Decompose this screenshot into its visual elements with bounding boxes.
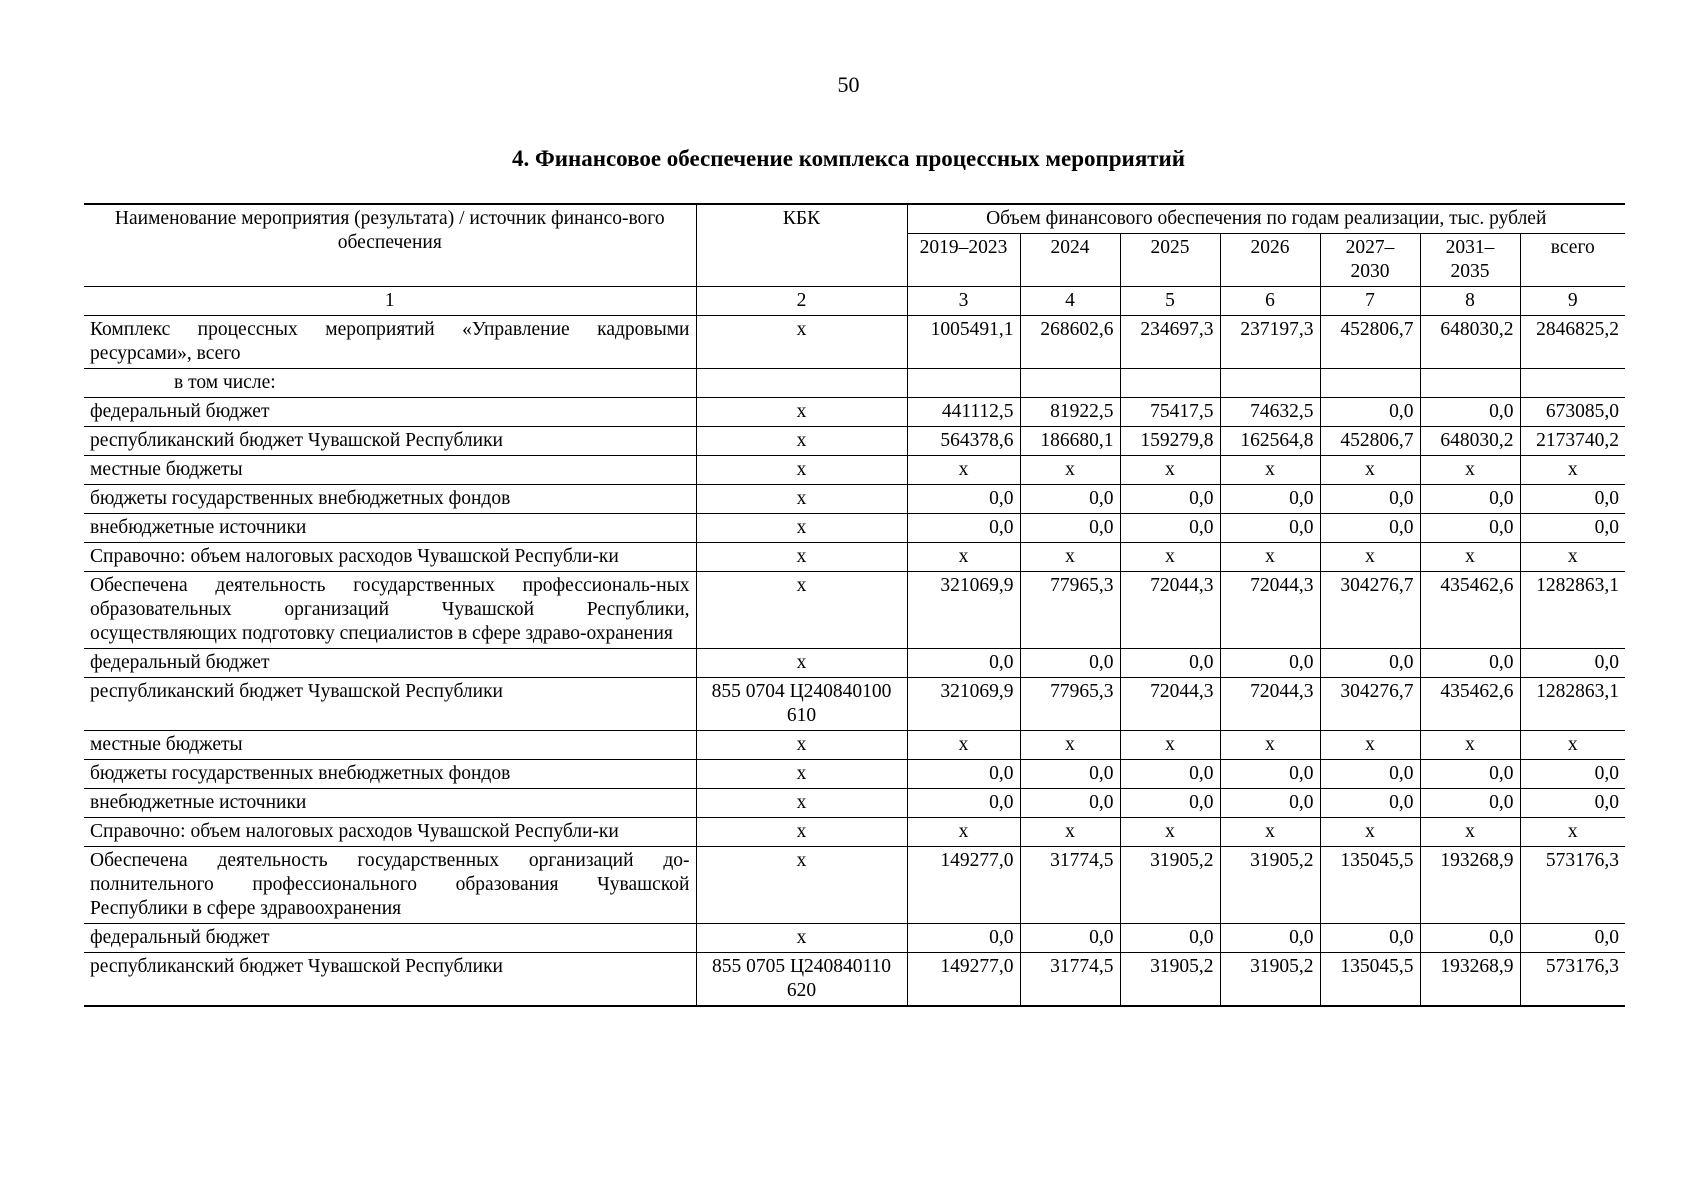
row-value: x <box>1320 818 1420 847</box>
row-name: внебюджетные источники <box>84 789 696 818</box>
row-value: 0,0 <box>907 514 1020 543</box>
row-value-total: 0,0 <box>1520 485 1625 514</box>
row-name: внебюджетные источники <box>84 514 696 543</box>
row-value: 304276,7 <box>1320 678 1420 731</box>
row-value: 0,0 <box>1420 649 1520 678</box>
row-value: 0,0 <box>1320 760 1420 789</box>
row-kbk: x <box>696 427 907 456</box>
header-kbk-column: КБК <box>696 204 907 287</box>
row-value: 31905,2 <box>1220 953 1320 1007</box>
row-value: 1005491,1 <box>907 316 1020 369</box>
row-value: 0,0 <box>907 760 1020 789</box>
row-value: 75417,5 <box>1120 398 1220 427</box>
table-row <box>84 953 1625 1007</box>
row-name: местные бюджеты <box>84 456 696 485</box>
row-value: 77965,3 <box>1020 678 1120 731</box>
header-volume-group: Объем финансового обеспечения по годам реализации, тыс. рублей <box>907 204 1625 234</box>
header-year: 2019–2023 <box>907 234 1020 287</box>
row-kbk: x <box>696 456 907 485</box>
row-value: 0,0 <box>1020 514 1120 543</box>
column-number: 8 <box>1420 287 1520 316</box>
row-value-total: 1282863,1 <box>1520 572 1625 649</box>
column-number: 2 <box>696 287 907 316</box>
row-value: x <box>907 731 1020 760</box>
row-name: республиканский бюджет Чувашской Республики <box>84 953 696 1007</box>
row-value: 0,0 <box>1120 789 1220 818</box>
row-value-total: 0,0 <box>1520 514 1625 543</box>
row-value: 74632,5 <box>1220 398 1320 427</box>
table-row <box>84 316 1625 369</box>
row-value: 31774,5 <box>1020 953 1120 1007</box>
row-value-total: 573176,3 <box>1520 953 1625 1007</box>
row-value: 0,0 <box>1320 485 1420 514</box>
column-number: 3 <box>907 287 1020 316</box>
row-value-total: 573176,3 <box>1520 847 1625 924</box>
row-value: 0,0 <box>907 924 1020 953</box>
row-value: 648030,2 <box>1420 427 1520 456</box>
row-value: 0,0 <box>1020 649 1120 678</box>
row-kbk: 855 0705 Ц240840110 620 <box>696 953 907 1007</box>
row-value <box>1420 369 1520 398</box>
column-number: 4 <box>1020 287 1120 316</box>
table-row <box>84 649 1625 678</box>
row-value: x <box>1420 456 1520 485</box>
row-value: x <box>1020 543 1120 572</box>
row-value: 268602,6 <box>1020 316 1120 369</box>
row-value: x <box>1220 456 1320 485</box>
table-row <box>84 760 1625 789</box>
row-kbk <box>696 369 907 398</box>
row-value: 435462,6 <box>1420 572 1520 649</box>
row-kbk: x <box>696 760 907 789</box>
row-value <box>1020 369 1120 398</box>
row-value: 31905,2 <box>1220 847 1320 924</box>
row-kbk: x <box>696 316 907 369</box>
row-value: 0,0 <box>1020 789 1120 818</box>
row-kbk: x <box>696 847 907 924</box>
row-value: 321069,9 <box>907 678 1020 731</box>
row-value: 135045,5 <box>1320 953 1420 1007</box>
column-number: 1 <box>84 287 696 316</box>
row-value: 193268,9 <box>1420 953 1520 1007</box>
row-value: 0,0 <box>1120 485 1220 514</box>
row-value: 0,0 <box>1420 514 1520 543</box>
page-number: 50 <box>837 72 860 97</box>
row-value: 452806,7 <box>1320 316 1420 369</box>
row-value: 72044,3 <box>1220 572 1320 649</box>
row-value: x <box>1320 731 1420 760</box>
row-value: 0,0 <box>1020 760 1120 789</box>
table-row <box>84 789 1625 818</box>
row-value: 0,0 <box>1420 789 1520 818</box>
row-name: республиканский бюджет Чувашской Республики <box>84 427 696 456</box>
row-kbk: x <box>696 398 907 427</box>
row-value: x <box>1320 543 1420 572</box>
row-kbk: x <box>696 649 907 678</box>
row-name: федеральный бюджет <box>84 398 696 427</box>
header-year: 2025 <box>1120 234 1220 287</box>
table-row <box>84 731 1625 760</box>
row-value: 81922,5 <box>1020 398 1120 427</box>
row-kbk: x <box>696 818 907 847</box>
row-kbk: x <box>696 543 907 572</box>
row-name: республиканский бюджет Чувашской Республики <box>84 678 696 731</box>
row-value <box>1220 369 1320 398</box>
row-value-total: 673085,0 <box>1520 398 1625 427</box>
table-row <box>84 398 1625 427</box>
row-value: x <box>1120 818 1220 847</box>
row-value: 31905,2 <box>1120 847 1220 924</box>
row-value: x <box>1420 731 1520 760</box>
row-value <box>1120 369 1220 398</box>
row-value: 234697,3 <box>1120 316 1220 369</box>
financing-table <box>84 203 1625 1007</box>
row-value: 0,0 <box>1220 760 1320 789</box>
row-name: федеральный бюджет <box>84 649 696 678</box>
row-value: 0,0 <box>907 789 1020 818</box>
row-kbk: x <box>696 514 907 543</box>
table-body <box>84 316 1625 1007</box>
row-value: 452806,7 <box>1320 427 1420 456</box>
header-year: 2026 <box>1220 234 1320 287</box>
row-name: бюджеты государственных внебюджетных фондов <box>84 485 696 514</box>
row-value: 435462,6 <box>1420 678 1520 731</box>
column-number: 5 <box>1120 287 1220 316</box>
row-value: 0,0 <box>1320 649 1420 678</box>
row-value: x <box>1220 543 1320 572</box>
row-value <box>1320 369 1420 398</box>
row-kbk: x <box>696 789 907 818</box>
row-value: 0,0 <box>1420 924 1520 953</box>
row-value-total: x <box>1520 456 1625 485</box>
row-value: 159279,8 <box>1120 427 1220 456</box>
row-name: Комплекс процессных мероприятий «Управление кадровыми ресурсами», всего <box>84 316 696 369</box>
table-row <box>84 543 1625 572</box>
row-value: 0,0 <box>1220 924 1320 953</box>
table-row <box>84 924 1625 953</box>
row-name: Обеспечена деятельность государственных профессиональ-ных образовательных организаций Чувашской Республики, осуществляющих подготовку специалистов в сфере здраво-охранения <box>84 572 696 649</box>
row-value: 0,0 <box>1220 649 1320 678</box>
row-value <box>907 369 1020 398</box>
header-year: 2031–2035 <box>1420 234 1520 287</box>
row-value: x <box>1120 543 1220 572</box>
row-value: 0,0 <box>907 485 1020 514</box>
table-row <box>84 427 1625 456</box>
row-value: 149277,0 <box>907 847 1020 924</box>
table-row <box>84 369 1625 398</box>
row-kbk: x <box>696 731 907 760</box>
column-number: 6 <box>1220 287 1320 316</box>
row-value-total: 1282863,1 <box>1520 678 1625 731</box>
section-title: 4. Финансовое обеспечение комплекса процессных мероприятий <box>511 146 1186 171</box>
row-value: 0,0 <box>1220 485 1320 514</box>
row-value: x <box>1020 731 1120 760</box>
row-value: 0,0 <box>1120 514 1220 543</box>
row-value: 31774,5 <box>1020 847 1120 924</box>
table-row <box>84 456 1625 485</box>
row-name: в том числе: <box>84 369 696 398</box>
row-value: x <box>1020 818 1120 847</box>
row-value: 193268,9 <box>1420 847 1520 924</box>
header-year-total: всего <box>1520 234 1625 287</box>
row-value: 72044,3 <box>1220 678 1320 731</box>
table-row <box>84 818 1625 847</box>
row-value-total <box>1520 369 1625 398</box>
row-value: x <box>907 456 1020 485</box>
row-value: 237197,3 <box>1220 316 1320 369</box>
row-value: 0,0 <box>1020 924 1120 953</box>
row-value: 0,0 <box>1420 485 1520 514</box>
row-value: 149277,0 <box>907 953 1020 1007</box>
row-value-total: 2846825,2 <box>1520 316 1625 369</box>
row-value: 321069,9 <box>907 572 1020 649</box>
table-row <box>84 572 1625 649</box>
row-value: x <box>907 543 1020 572</box>
row-kbk: x <box>696 924 907 953</box>
row-value: 0,0 <box>1420 398 1520 427</box>
row-value: 162564,8 <box>1220 427 1320 456</box>
row-name: Обеспечена деятельность государственных организаций до-полнительного профессионального образования Чувашской Республики в сфере здравоохранения <box>84 847 696 924</box>
row-kbk: x <box>696 485 907 514</box>
row-value: x <box>1120 456 1220 485</box>
row-value: 186680,1 <box>1020 427 1120 456</box>
row-value: x <box>907 818 1020 847</box>
row-name: Справочно: объем налоговых расходов Чувашской Республи-ки <box>84 543 696 572</box>
row-value-total: 0,0 <box>1520 760 1625 789</box>
row-value: 0,0 <box>1020 485 1120 514</box>
row-value: x <box>1120 731 1220 760</box>
row-value: 0,0 <box>1220 789 1320 818</box>
row-value: 0,0 <box>1320 398 1420 427</box>
row-value: 304276,7 <box>1320 572 1420 649</box>
row-value: 0,0 <box>1320 789 1420 818</box>
row-value: 0,0 <box>1320 514 1420 543</box>
row-value: x <box>1320 456 1420 485</box>
row-value: 77965,3 <box>1020 572 1120 649</box>
table-row <box>84 485 1625 514</box>
row-value-total: x <box>1520 731 1625 760</box>
column-number: 7 <box>1320 287 1420 316</box>
row-value: x <box>1220 731 1320 760</box>
row-value: 0,0 <box>1320 924 1420 953</box>
header-year: 2027–2030 <box>1320 234 1420 287</box>
row-value: 72044,3 <box>1120 572 1220 649</box>
row-name: бюджеты государственных внебюджетных фондов <box>84 760 696 789</box>
row-value-total: x <box>1520 818 1625 847</box>
row-value: x <box>1420 543 1520 572</box>
row-value: 0,0 <box>1120 760 1220 789</box>
row-value-total: 0,0 <box>1520 924 1625 953</box>
row-value: x <box>1220 818 1320 847</box>
row-value: 0,0 <box>1220 514 1320 543</box>
row-kbk: 855 0704 Ц240840100 610 <box>696 678 907 731</box>
header-name-column: Наименование мероприятия (результата) / источник финансо-вого обеспечения <box>84 204 696 287</box>
row-value: 0,0 <box>1120 924 1220 953</box>
row-value: 564378,6 <box>907 427 1020 456</box>
row-value: 72044,3 <box>1120 678 1220 731</box>
row-value-total: 0,0 <box>1520 649 1625 678</box>
row-value-total: 2173740,2 <box>1520 427 1625 456</box>
row-value: 648030,2 <box>1420 316 1520 369</box>
table-row <box>84 514 1625 543</box>
row-value: x <box>1020 456 1120 485</box>
row-value: 0,0 <box>907 649 1020 678</box>
row-name: Справочно: объем налоговых расходов Чувашской Республи-ки <box>84 818 696 847</box>
row-name: местные бюджеты <box>84 731 696 760</box>
row-value: 0,0 <box>1120 649 1220 678</box>
row-value: 441112,5 <box>907 398 1020 427</box>
row-value: 31905,2 <box>1120 953 1220 1007</box>
row-value: x <box>1420 818 1520 847</box>
table-row <box>84 847 1625 924</box>
row-value-total: x <box>1520 543 1625 572</box>
row-value-total: 0,0 <box>1520 789 1625 818</box>
header-year: 2024 <box>1020 234 1120 287</box>
table-row <box>84 678 1625 731</box>
column-number: 9 <box>1520 287 1625 316</box>
row-kbk: x <box>696 572 907 649</box>
row-value: 135045,5 <box>1320 847 1420 924</box>
row-name: федеральный бюджет <box>84 924 696 953</box>
row-value: 0,0 <box>1420 760 1520 789</box>
